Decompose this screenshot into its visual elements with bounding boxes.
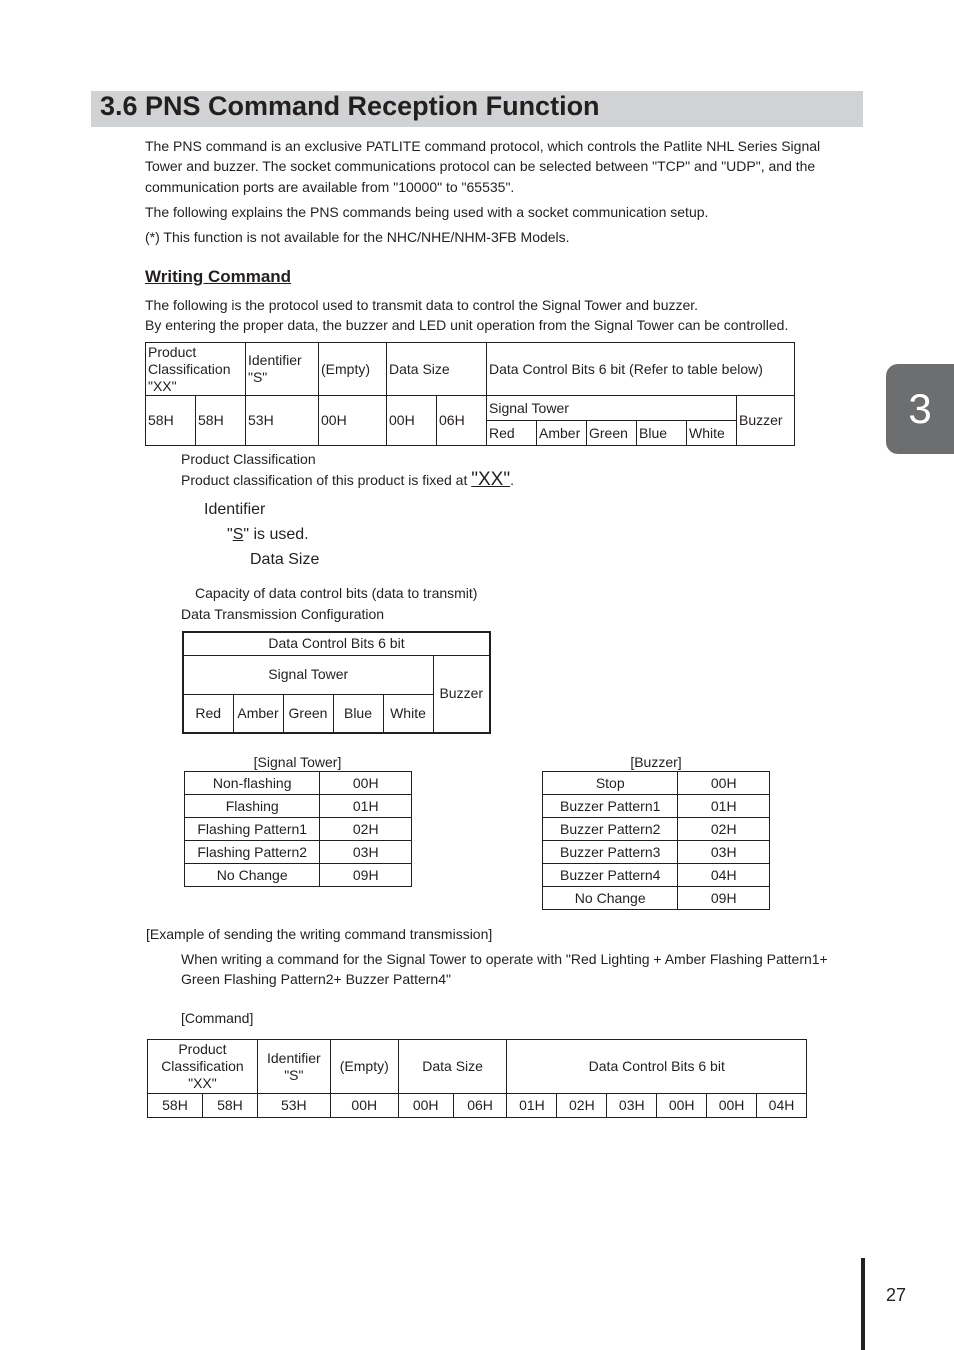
table-cell: 00H [319, 396, 387, 446]
product-classification-title: Product Classification [181, 451, 316, 467]
table-cell: 06H [453, 1094, 507, 1118]
table-cell: 00H [320, 772, 412, 795]
product-classification-header: Product Classification "XX" [146, 343, 246, 396]
table-cell: 02H [320, 818, 412, 841]
table-cell: Stop [543, 772, 678, 795]
table-cell: 01H [320, 795, 412, 818]
data-size-header: Data Size [387, 343, 487, 396]
signal-tower-header: Signal Tower [487, 396, 737, 421]
color-green: Green [587, 421, 637, 446]
color-blue: Blue [637, 421, 687, 446]
intro-line-4: The following explains the PNS commands being used with a socket communication setup. [145, 204, 709, 220]
table-cell: 58H [196, 396, 246, 446]
color-amber: Amber [233, 694, 283, 733]
table-cell: 00H [398, 1094, 453, 1118]
table-cell: 00H [387, 396, 437, 446]
color-amber: Amber [537, 421, 587, 446]
table-cell: 00H [678, 772, 770, 795]
writing-command-heading: Writing Command [145, 267, 292, 286]
data-control-bits-header: Data Control Bits 6 bit [507, 1040, 807, 1094]
table-cell: 01H [678, 795, 770, 818]
table-cell: Non-flashing [185, 772, 320, 795]
table-cell: 53H [246, 396, 319, 446]
buzzer-table [542, 771, 770, 910]
table-cell: 00H [657, 1094, 707, 1118]
protocol-table [145, 342, 795, 446]
table-cell: 53H [257, 1094, 330, 1118]
buzzer-table-caption: [Buzzer] [630, 754, 682, 770]
table-cell: 04H [678, 864, 770, 887]
command-label: [Command] [181, 1010, 254, 1026]
table-cell: 01H [507, 1094, 557, 1118]
table-cell: Buzzer Pattern3 [543, 841, 678, 864]
table-cell: Buzzer Pattern2 [543, 818, 678, 841]
table-cell: Flashing Pattern2 [185, 841, 320, 864]
color-red: Red [487, 421, 537, 446]
identifier-note: "S" is used. [227, 526, 309, 543]
xx-value: "XX" [471, 469, 511, 490]
writing-line-1: The following is the protocol used to transmit data to control the Signal Tower and buzzer. [145, 297, 699, 313]
table-cell: No Change [185, 864, 320, 887]
color-white: White [687, 421, 737, 446]
table-cell: 58H [148, 1094, 203, 1118]
empty-header: (Empty) [319, 343, 387, 396]
color-white: White [383, 694, 433, 733]
color-red: Red [183, 694, 233, 733]
intro-line-1: The PNS command is an exclusive PATLITE command protocol, which controls the Patlite NHL Series Signal [145, 138, 821, 154]
color-blue: Blue [333, 694, 383, 733]
buzzer-header: Buzzer [433, 655, 490, 733]
dcb-header: Data Control Bits 6 bit [183, 632, 490, 655]
signal-tower-table [184, 771, 412, 887]
table-cell: 06H [437, 396, 487, 446]
capacity-note: Capacity of data control bits (data to transmit) [195, 585, 478, 601]
config-title: Data Transmission Configuration [181, 606, 385, 622]
data-control-bits-header: Data Control Bits 6 bit (Refer to table below) [487, 343, 795, 396]
table-cell: 04H [757, 1094, 807, 1118]
signal-tower-header: Signal Tower [183, 655, 433, 694]
buzzer-header: Buzzer [737, 396, 795, 446]
intro-note: (*) This function is not available for the NHC/NHE/NHM-3FB Models. [145, 229, 570, 245]
data-size-title: Data Size [250, 551, 320, 568]
example-line-2: Green Flashing Pattern2+ Buzzer Pattern4" [181, 971, 451, 987]
product-classification-note: Product classification of this product is fixed at "XX". [181, 469, 514, 490]
page-number: 27 [886, 1285, 907, 1305]
signal-table-caption: [Signal Tower] [253, 754, 342, 770]
table-cell: Buzzer Pattern1 [543, 795, 678, 818]
table-cell: 03H [678, 841, 770, 864]
page-title: 3.6 PNS Command Reception Function [100, 91, 600, 121]
table-cell: 03H [320, 841, 412, 864]
table-cell: 58H [202, 1094, 257, 1118]
config-table [182, 631, 491, 734]
color-green: Green [283, 694, 333, 733]
intro-line-2: Tower and buzzer. The socket communications protocol can be selected between "TCP" and "UDP", and the [145, 158, 816, 174]
table-cell: Flashing Pattern1 [185, 818, 320, 841]
identifier-header: Identifier "S" [246, 343, 319, 396]
example-heading: [Example of sending the writing command transmission] [146, 926, 493, 942]
table-cell: No Change [543, 887, 678, 910]
table-cell: 02H [678, 818, 770, 841]
identifier-title: Identifier [204, 501, 266, 518]
table-cell: 09H [320, 864, 412, 887]
table-cell: 00H [330, 1094, 398, 1118]
product-classification-header: Product Classification "XX" [148, 1040, 258, 1094]
table-cell: 00H [707, 1094, 757, 1118]
table-cell: 09H [678, 887, 770, 910]
empty-header: (Empty) [330, 1040, 398, 1094]
table-cell: 03H [607, 1094, 657, 1118]
data-size-header: Data Size [398, 1040, 507, 1094]
table-cell: 58H [146, 396, 196, 446]
table-cell: Flashing [185, 795, 320, 818]
identifier-header: Identifier "S" [257, 1040, 330, 1094]
intro-line-3: communication ports are available from "10000" to "65535". [145, 179, 515, 195]
page-number-rule [861, 1258, 865, 1350]
table-cell: 02H [557, 1094, 607, 1118]
table-cell: Buzzer Pattern4 [543, 864, 678, 887]
chapter-number: 3 [908, 385, 932, 432]
command-table [147, 1039, 807, 1118]
writing-line-2: By entering the proper data, the buzzer and LED unit operation from the Signal Tower can be controlled. [145, 317, 789, 333]
example-line-1: When writing a command for the Signal Tower to operate with "Red Lighting + Amber Flashing Pattern1+ [181, 951, 828, 967]
